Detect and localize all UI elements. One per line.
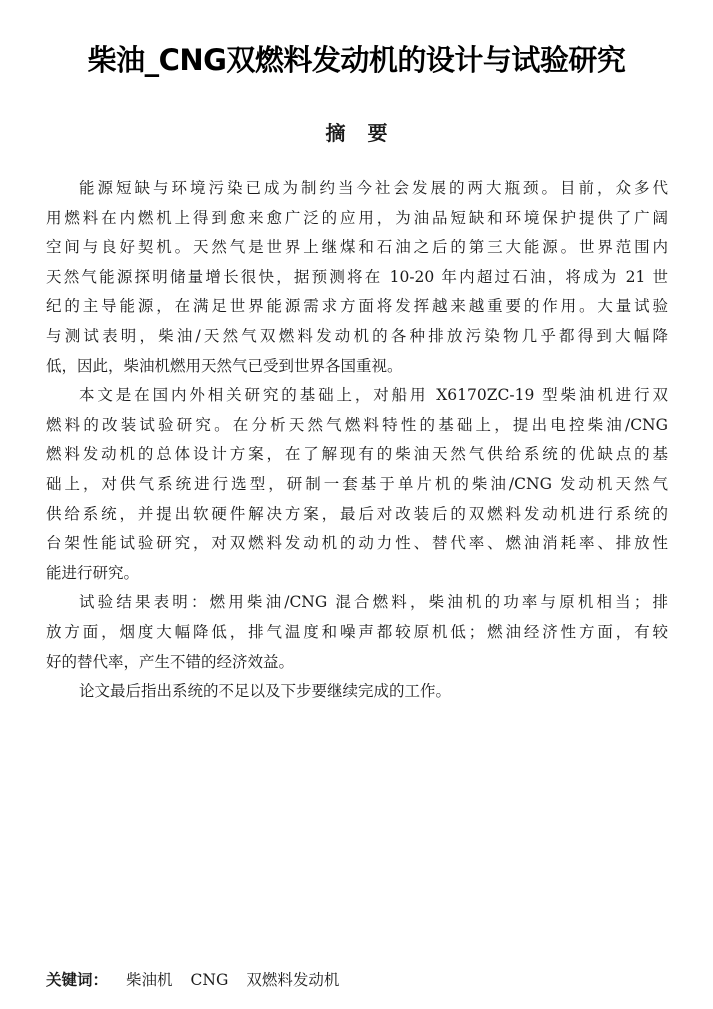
abstract-paragraph xyxy=(46,588,668,677)
abstract-paragraph xyxy=(46,174,668,381)
text-line: 台架性能试验研究，对双燃料发动机的动力性、替代率、燃油消耗率、排放性 xyxy=(46,534,668,553)
text-line: 天然气能源探明储量增长很快，据预测将在 10-20 年内超过石油，将成为 21 世 xyxy=(46,267,668,286)
text-line: 好的替代率，产生不错的经济效益。 xyxy=(46,652,295,671)
text-line: 供给系统，并提出软硬件解决方案，最后对改装后的双燃料发动机进行系统的 xyxy=(46,504,668,523)
abstract-paragraph xyxy=(46,381,668,588)
text-line: 试验结果表明：燃用柴油/CNG 混合燃料，柴油机的功率与原机相当；排 xyxy=(79,593,668,612)
keyword: 双燃料发动机 xyxy=(246,971,340,989)
text-line: 空间与良好契机。天然气是世界上继煤和石油之后的第三大能源。世界范围内 xyxy=(46,238,668,257)
text-line: 本文是在国内外相关研究的基础上，对船用 X6170ZC-19 型柴油机进行双 xyxy=(79,386,668,405)
abstract-paragraph xyxy=(46,677,668,707)
keywords-line xyxy=(46,968,339,990)
keyword: 柴油机 xyxy=(126,971,173,989)
text-line: 放方面，烟度大幅降低，排气温度和噪声都较原机低；燃油经济性方面，有较 xyxy=(46,622,668,641)
text-line: 用燃料在内燃机上得到愈来愈广泛的应用，为油品短缺和环境保护提供了广阔 xyxy=(46,208,668,227)
text-line: 纪的主导能源，在满足世界能源需求方面将发挥越来越重要的作用。大量试验 xyxy=(46,297,668,316)
text-line: 与测试表明，柴油/天然气双燃料发动机的各种排放污染物几乎都得到大幅降 xyxy=(46,326,668,345)
abstract-heading: 摘要 xyxy=(325,121,410,145)
keywords-label: 关键词： xyxy=(46,970,109,989)
document-title: 柴油_CNG双燃料发动机的设计与试验研究 xyxy=(87,43,626,77)
text-line: 论文最后指出系统的不足以及下步要继续完成的工作。 xyxy=(79,682,452,701)
text-line: 低，因此，柴油机燃用天然气已受到世界各国重视。 xyxy=(46,356,403,375)
text-line: 能源短缺与环境污染已成为制约当今社会发展的两大瓶颈。目前，众多代 xyxy=(79,179,668,197)
keyword: CNG xyxy=(190,971,229,989)
text-line: 燃料的改装试验研究。在分析天然气燃料特性的基础上，提出电控柴油/CNG xyxy=(46,415,668,434)
abstract-body xyxy=(46,174,668,707)
text-line: 能进行研究。 xyxy=(46,563,140,582)
text-line: 础上，对供气系统进行选型，研制一套基于单片机的柴油/CNG 发动机天然气 xyxy=(46,474,668,493)
text-line: 燃料发动机的总体设计方案，在了解现有的柴油天然气供给系统的优缺点的基 xyxy=(46,445,668,464)
